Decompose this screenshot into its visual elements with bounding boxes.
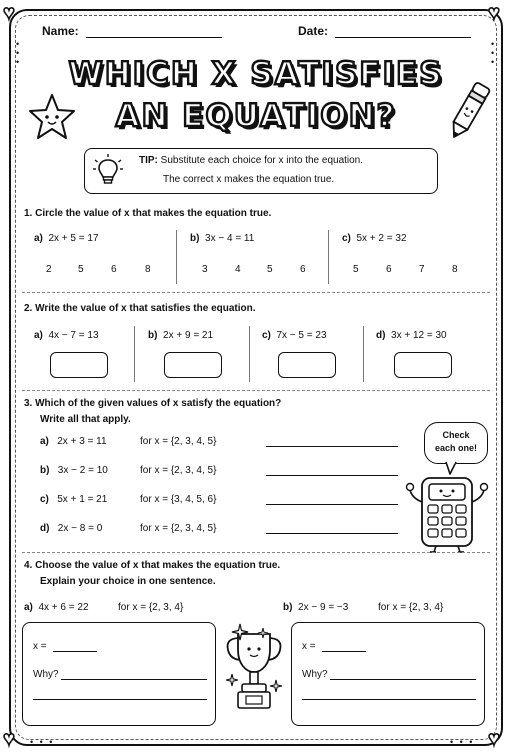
decor-dots: • • • bbox=[30, 737, 55, 747]
tip-line1: TIP: Substitute each choice for x into the equation. bbox=[139, 155, 364, 166]
q4a-equation: a) 4x + 6 = 22 bbox=[24, 602, 89, 613]
q4-title: 4. Choose the value of x that makes the equation true. bbox=[24, 560, 281, 571]
divider bbox=[134, 326, 135, 382]
speech-bubble: Check each one! bbox=[424, 422, 488, 464]
why-label: Why? bbox=[33, 669, 59, 680]
q2c-answer-box[interactable] bbox=[278, 352, 336, 378]
why-answer-line[interactable] bbox=[330, 679, 476, 680]
name-label: Name: bbox=[42, 24, 79, 38]
why-answer-line[interactable] bbox=[61, 679, 207, 680]
q3b-set: for x = {2, 3, 4, 5} bbox=[140, 465, 217, 476]
choice[interactable]: 6 bbox=[111, 264, 117, 275]
page-title-line2: AN EQUATION? bbox=[115, 98, 397, 134]
tip-box bbox=[84, 148, 438, 194]
q1a-equation: a) 2x + 5 = 17 bbox=[34, 233, 99, 244]
q4a-answer-box[interactable] bbox=[22, 622, 216, 726]
q3c-equation: c) 5x + 1 = 21 bbox=[40, 494, 108, 505]
q3-subtitle: Write all that apply. bbox=[40, 414, 131, 425]
q4b-answer-box[interactable] bbox=[291, 622, 485, 726]
choice[interactable]: 8 bbox=[145, 264, 151, 275]
choice[interactable]: 2 bbox=[46, 264, 52, 275]
choice[interactable]: 5 bbox=[267, 264, 273, 275]
x-answer-line[interactable] bbox=[53, 651, 97, 652]
q3a-answer-line[interactable] bbox=[266, 446, 398, 447]
tip-line2: The correct x makes the equation true. bbox=[163, 174, 335, 185]
q4b-set: for x = {2, 3, 4} bbox=[378, 602, 444, 613]
section-divider bbox=[22, 292, 490, 293]
sparkle-icon bbox=[232, 624, 248, 640]
q1b-equation: b) 3x − 4 = 11 bbox=[190, 233, 255, 244]
q2d-equation: d) 3x + 12 = 30 bbox=[376, 330, 447, 341]
q3c-answer-line[interactable] bbox=[266, 504, 398, 505]
q4-subtitle: Explain your choice in one sentence. bbox=[40, 576, 216, 587]
heart-icon: ♥ bbox=[3, 728, 15, 750]
choice[interactable]: 5 bbox=[78, 264, 84, 275]
choice[interactable]: 8 bbox=[452, 264, 458, 275]
date-label: Date: bbox=[298, 24, 329, 38]
q2-title: 2. Write the value of x that satisfies the equation. bbox=[24, 303, 256, 314]
why-answer-line[interactable] bbox=[302, 699, 476, 700]
q2a-equation: a) 4x − 7 = 13 bbox=[34, 330, 99, 341]
why-answer-line[interactable] bbox=[33, 699, 207, 700]
divider bbox=[249, 326, 250, 382]
q2a-answer-box[interactable] bbox=[50, 352, 108, 378]
section-divider bbox=[22, 390, 490, 391]
choice[interactable]: 5 bbox=[353, 264, 359, 275]
q3c-set: for x = {3, 4, 5, 6} bbox=[140, 494, 217, 505]
q2d-answer-box[interactable] bbox=[394, 352, 452, 378]
q3b-answer-line[interactable] bbox=[266, 475, 398, 476]
q3-title: 3. Which of the given values of x satisfy the equation? bbox=[24, 398, 282, 409]
choice[interactable]: 6 bbox=[386, 264, 392, 275]
name-line[interactable] bbox=[86, 26, 222, 38]
sparkle-icon bbox=[270, 680, 282, 692]
q4b-equation: b) 2x − 9 = −3 bbox=[283, 602, 349, 613]
q3d-equation: d) 2x − 8 = 0 bbox=[40, 523, 103, 534]
pencil-icon bbox=[446, 78, 492, 144]
choice[interactable]: 7 bbox=[419, 264, 425, 275]
why-label: Why? bbox=[302, 669, 328, 680]
q3d-set: for x = {2, 3, 4, 5} bbox=[140, 523, 217, 534]
star-icon bbox=[26, 92, 78, 144]
heart-icon: ♥ bbox=[488, 728, 500, 750]
heart-icon: ♥ bbox=[488, 2, 500, 24]
date-field[interactable] bbox=[298, 24, 471, 38]
q1-title: 1. Circle the value of x that makes the equation true. bbox=[24, 208, 272, 219]
tip-label: TIP: bbox=[139, 155, 158, 166]
name-field[interactable] bbox=[42, 24, 222, 38]
q3b-equation: b) 3x − 2 = 10 bbox=[40, 465, 108, 476]
choice[interactable]: 4 bbox=[235, 264, 241, 275]
divider bbox=[176, 230, 177, 284]
section-divider bbox=[22, 552, 490, 553]
divider bbox=[328, 230, 329, 284]
q2b-answer-box[interactable] bbox=[164, 352, 222, 378]
choice[interactable]: 6 bbox=[300, 264, 306, 275]
q4a-set: for x = {2, 3, 4} bbox=[118, 602, 184, 613]
q3a-set: for x = {2, 3, 4, 5} bbox=[140, 436, 217, 447]
divider bbox=[363, 326, 364, 382]
date-line[interactable] bbox=[335, 26, 471, 38]
q3d-answer-line[interactable] bbox=[266, 533, 398, 534]
q2b-equation: b) 2x + 9 = 21 bbox=[148, 330, 214, 341]
page-title-line1: WHICH X SATISFIES bbox=[68, 56, 444, 92]
q2c-equation: c) 7x − 5 = 23 bbox=[262, 330, 327, 341]
q1c-equation: c) 5x + 2 = 32 bbox=[342, 233, 407, 244]
decor-dots: • • • bbox=[491, 39, 497, 67]
trophy-icon bbox=[218, 622, 290, 722]
decor-dots: • • • bbox=[16, 39, 22, 67]
heart-icon: ♥ bbox=[3, 2, 15, 24]
q3a-equation: a) 2x + 3 = 11 bbox=[40, 436, 107, 447]
lightbulb-icon bbox=[93, 154, 123, 188]
decor-dots: • • • bbox=[450, 737, 475, 747]
x-label: x = bbox=[33, 641, 47, 652]
sparkle-icon bbox=[258, 628, 268, 638]
choice[interactable]: 3 bbox=[202, 264, 208, 275]
x-answer-line[interactable] bbox=[322, 651, 366, 652]
calculator-icon bbox=[404, 472, 490, 554]
x-label: x = bbox=[302, 641, 316, 652]
sparkle-icon bbox=[226, 674, 238, 686]
